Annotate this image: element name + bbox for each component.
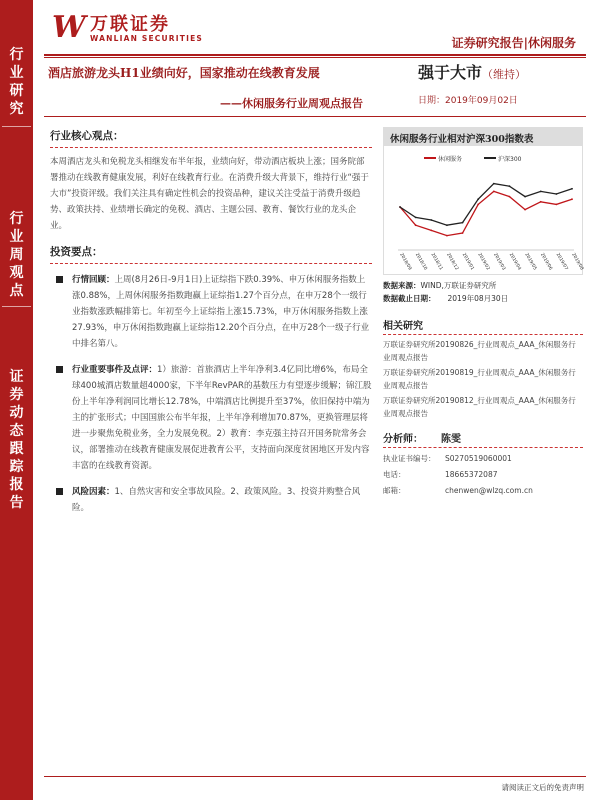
data-point bbox=[509, 185, 511, 187]
logo-cn-name: 万联证券 bbox=[90, 14, 170, 35]
data-point bbox=[524, 196, 526, 198]
x-tick-label: 2018/09 bbox=[398, 252, 412, 272]
sidebar bbox=[0, 0, 33, 800]
relative-index-chart bbox=[383, 127, 583, 275]
data-point bbox=[555, 193, 557, 195]
related-research-item[interactable]: 万联证券研究所20190812_行业周观点_AAA_休闲服务行业周观点报告 bbox=[383, 396, 576, 418]
data-point bbox=[524, 209, 526, 211]
x-tick-label: 2019/08 bbox=[570, 252, 584, 272]
data-point bbox=[477, 204, 479, 206]
analyst-row bbox=[383, 467, 583, 483]
data-point bbox=[462, 222, 464, 224]
sidebar-char: 动 bbox=[9, 405, 24, 421]
investment-points-heading: 投资要点： bbox=[50, 246, 103, 258]
list-item bbox=[50, 484, 372, 516]
analyst-key: 邮箱： bbox=[383, 486, 406, 495]
analyst-details bbox=[383, 451, 583, 499]
data-point bbox=[540, 191, 542, 193]
sidebar-char: 券 bbox=[9, 387, 24, 403]
legend-label-series-2: 沪深300 bbox=[498, 156, 522, 163]
data-point bbox=[462, 232, 464, 234]
analyst-email[interactable]: chenwen@wlzq.com.cn bbox=[445, 486, 533, 495]
source-date-label: 数据截止日期： bbox=[383, 294, 436, 303]
data-point bbox=[571, 188, 573, 190]
disclaimer-note: 请阅读正文后的免责声明 bbox=[501, 783, 584, 792]
core-view-heading: 行业核心观点： bbox=[50, 130, 124, 142]
sidebar-char: 跟 bbox=[9, 441, 24, 457]
legend-label-series-1: 休闲服务 bbox=[438, 156, 463, 163]
x-tick-label: 2019/07 bbox=[554, 252, 569, 272]
rating-sub: （维持） bbox=[482, 68, 527, 81]
core-view-text: 本周酒店龙头和免税龙头相继发布半年报，业绩向好，带动酒店板块上涨；国务院部署推动在线教育健康发展，利好在线教育行业。在消费升级大背景下，维持行业“强于大市”投资评级。我们关注具有确定性机会的投资品种，建议关注受益于消费升级趋势、政策扶持、业绩增长确定的免税、酒店、主题公园、教育、餐饮行业的龙头企业。 bbox=[50, 157, 369, 231]
sidebar-char: 告 bbox=[9, 495, 24, 511]
bullet-text: 1）旅游：首旅酒店上半年净利3.4亿同比增6%，布局全球400城酒店数量超4000家，下半年RevPAR的基数压力有望逐步缓解；锦江股份上半年净利润同比增长12.78%，中端酒店比例提升至37%，依旧保持中端为主的扩张形式；中国国旅公布半年报，上半年净利增加70.87%，更换管理层将进一步聚焦免税业务，全力发展免税。2）教育：李克强主持召开国务院常务会议，部署推动在线教育健康发展促进教育公平，支持面向深度贫困地区开发内容丰富的在线教育资源。 bbox=[72, 365, 372, 471]
analyst-row bbox=[383, 451, 583, 467]
data-point bbox=[430, 219, 432, 221]
logo-en-name: WANLIAN SECURITIES bbox=[90, 34, 203, 43]
bullet-lead: 风险因素： bbox=[72, 487, 115, 497]
x-tick-label: 2019/02 bbox=[476, 252, 491, 272]
analyst-heading bbox=[383, 430, 583, 448]
data-point bbox=[415, 224, 417, 226]
analyst-label: 分析师： bbox=[383, 434, 423, 445]
data-point bbox=[430, 230, 432, 232]
sidebar-char: 研 bbox=[9, 83, 24, 99]
source-value: WIND,万联证券研究所 bbox=[420, 281, 497, 290]
sidebar-char: 业 bbox=[9, 229, 24, 245]
header-rule-thin bbox=[44, 57, 586, 58]
bullet-text: 1、自然灾害和安全事故风险。2、政策风险。3、投资并购整合风险。 bbox=[72, 487, 361, 513]
x-tick-label: 2019/03 bbox=[492, 252, 506, 272]
data-point bbox=[446, 224, 448, 226]
x-tick-label: 2018/12 bbox=[445, 252, 459, 272]
title-rule bbox=[44, 116, 586, 117]
sidebar-char: 行 bbox=[9, 47, 24, 63]
chart-plot bbox=[384, 146, 582, 274]
investment-rating bbox=[418, 60, 526, 83]
footer-rule bbox=[44, 776, 586, 777]
analyst-name: 陈雯 bbox=[441, 434, 461, 445]
analyst-value: S0270519060001 bbox=[445, 454, 512, 463]
source-label: 数据来源： bbox=[383, 281, 421, 290]
report-title: 酒店旅游龙头H1业绩向好，国家推动在线教育发展 bbox=[48, 66, 320, 80]
section-divider bbox=[50, 263, 372, 264]
data-point bbox=[446, 235, 448, 237]
x-tick-label: 2019/04 bbox=[507, 252, 522, 272]
related-research-heading: 相关研究 bbox=[383, 317, 583, 335]
data-point bbox=[493, 183, 495, 185]
sidebar-char: 踪 bbox=[9, 459, 24, 475]
source-date-value: 2019年08月30日 bbox=[447, 294, 509, 303]
rating-main: 强于大市 bbox=[418, 63, 483, 82]
related-research-item[interactable]: 万联证券研究所20190819_行业周观点_AAA_休闲服务行业周观点报告 bbox=[383, 368, 576, 390]
report-subtitle: ——休闲服务行业周观点报告 bbox=[220, 97, 363, 110]
logo-mark: W bbox=[52, 10, 86, 45]
sidebar-label-weekly-view bbox=[0, 210, 33, 300]
sidebar-char: 观 bbox=[9, 265, 24, 281]
data-point bbox=[509, 196, 511, 198]
sidebar-label-tracking-report bbox=[0, 368, 33, 512]
bullet-lead: 行情回顾： bbox=[72, 275, 115, 285]
section-divider bbox=[50, 147, 372, 148]
bullet-icon bbox=[56, 488, 63, 495]
bullet-icon bbox=[56, 366, 63, 373]
analyst-key: 电话： bbox=[383, 470, 406, 479]
sidebar-divider bbox=[2, 126, 31, 127]
chart-title: 休闲服务行业相对沪深300指数表 bbox=[384, 128, 582, 146]
sidebar-char: 究 bbox=[9, 101, 24, 117]
data-point bbox=[477, 198, 479, 200]
analyst-key: 执业证书编号： bbox=[383, 454, 436, 463]
data-point bbox=[555, 204, 557, 206]
data-point bbox=[571, 198, 573, 200]
data-point bbox=[540, 201, 542, 203]
report-date: 日期：2019年09月02日 bbox=[418, 96, 518, 106]
data-point bbox=[493, 191, 495, 193]
sidebar-char: 态 bbox=[9, 423, 24, 439]
x-tick-label: 2019/05 bbox=[523, 252, 538, 272]
sidebar-char: 报 bbox=[9, 477, 24, 493]
chart-source bbox=[383, 279, 583, 305]
x-tick-label: 2018/11 bbox=[429, 252, 444, 272]
related-research-item[interactable]: 万联证券研究所20190826_行业周观点_AAA_休闲服务行业周观点报告 bbox=[383, 340, 576, 362]
x-tick-label: 2019/01 bbox=[460, 252, 475, 272]
list-item bbox=[50, 362, 372, 474]
sidebar-divider bbox=[2, 306, 31, 307]
data-point bbox=[415, 217, 417, 219]
series-line-2 bbox=[400, 184, 572, 226]
bullet-lead: 行业重要事件及点评： bbox=[72, 365, 158, 375]
sidebar-char: 行 bbox=[9, 211, 24, 227]
side-column bbox=[383, 127, 583, 499]
bullet-icon bbox=[56, 276, 63, 283]
list-item bbox=[50, 272, 372, 352]
investment-points-list bbox=[50, 272, 372, 516]
data-point bbox=[399, 206, 401, 208]
main-column bbox=[50, 128, 372, 526]
series-line-1 bbox=[400, 191, 572, 235]
x-tick-label: 2018/10 bbox=[413, 252, 428, 272]
analyst-value: 18665372087 bbox=[445, 470, 498, 479]
sidebar-label-industry-research bbox=[0, 46, 33, 118]
report-category: 证券研究报告|休闲服务 bbox=[451, 36, 576, 50]
sidebar-char: 证 bbox=[9, 369, 24, 385]
bullet-text: 上周(8月26日-9月1日)上证综指下跌0.39%、申万休闲服务指数上涨0.88%，上周休闲服务指数跑赢上证综指1.27个百分点，在申万28个一级行业指数涨跌幅排第七。年初至今上证综指上涨15.73%，申万休闲服务指数上涨27.93%，申万休闲指数跑赢上证综指12.20个百分点，在申万28个一级子行业中排名第八。 bbox=[72, 275, 370, 349]
sidebar-char: 业 bbox=[9, 65, 24, 81]
header-rule bbox=[44, 54, 586, 56]
related-research-list bbox=[383, 338, 583, 420]
analyst-row bbox=[383, 483, 583, 499]
x-tick-label: 2019/06 bbox=[538, 252, 553, 272]
sidebar-char: 周 bbox=[9, 247, 24, 263]
sidebar-char: 点 bbox=[9, 283, 24, 299]
company-logo bbox=[52, 10, 222, 46]
